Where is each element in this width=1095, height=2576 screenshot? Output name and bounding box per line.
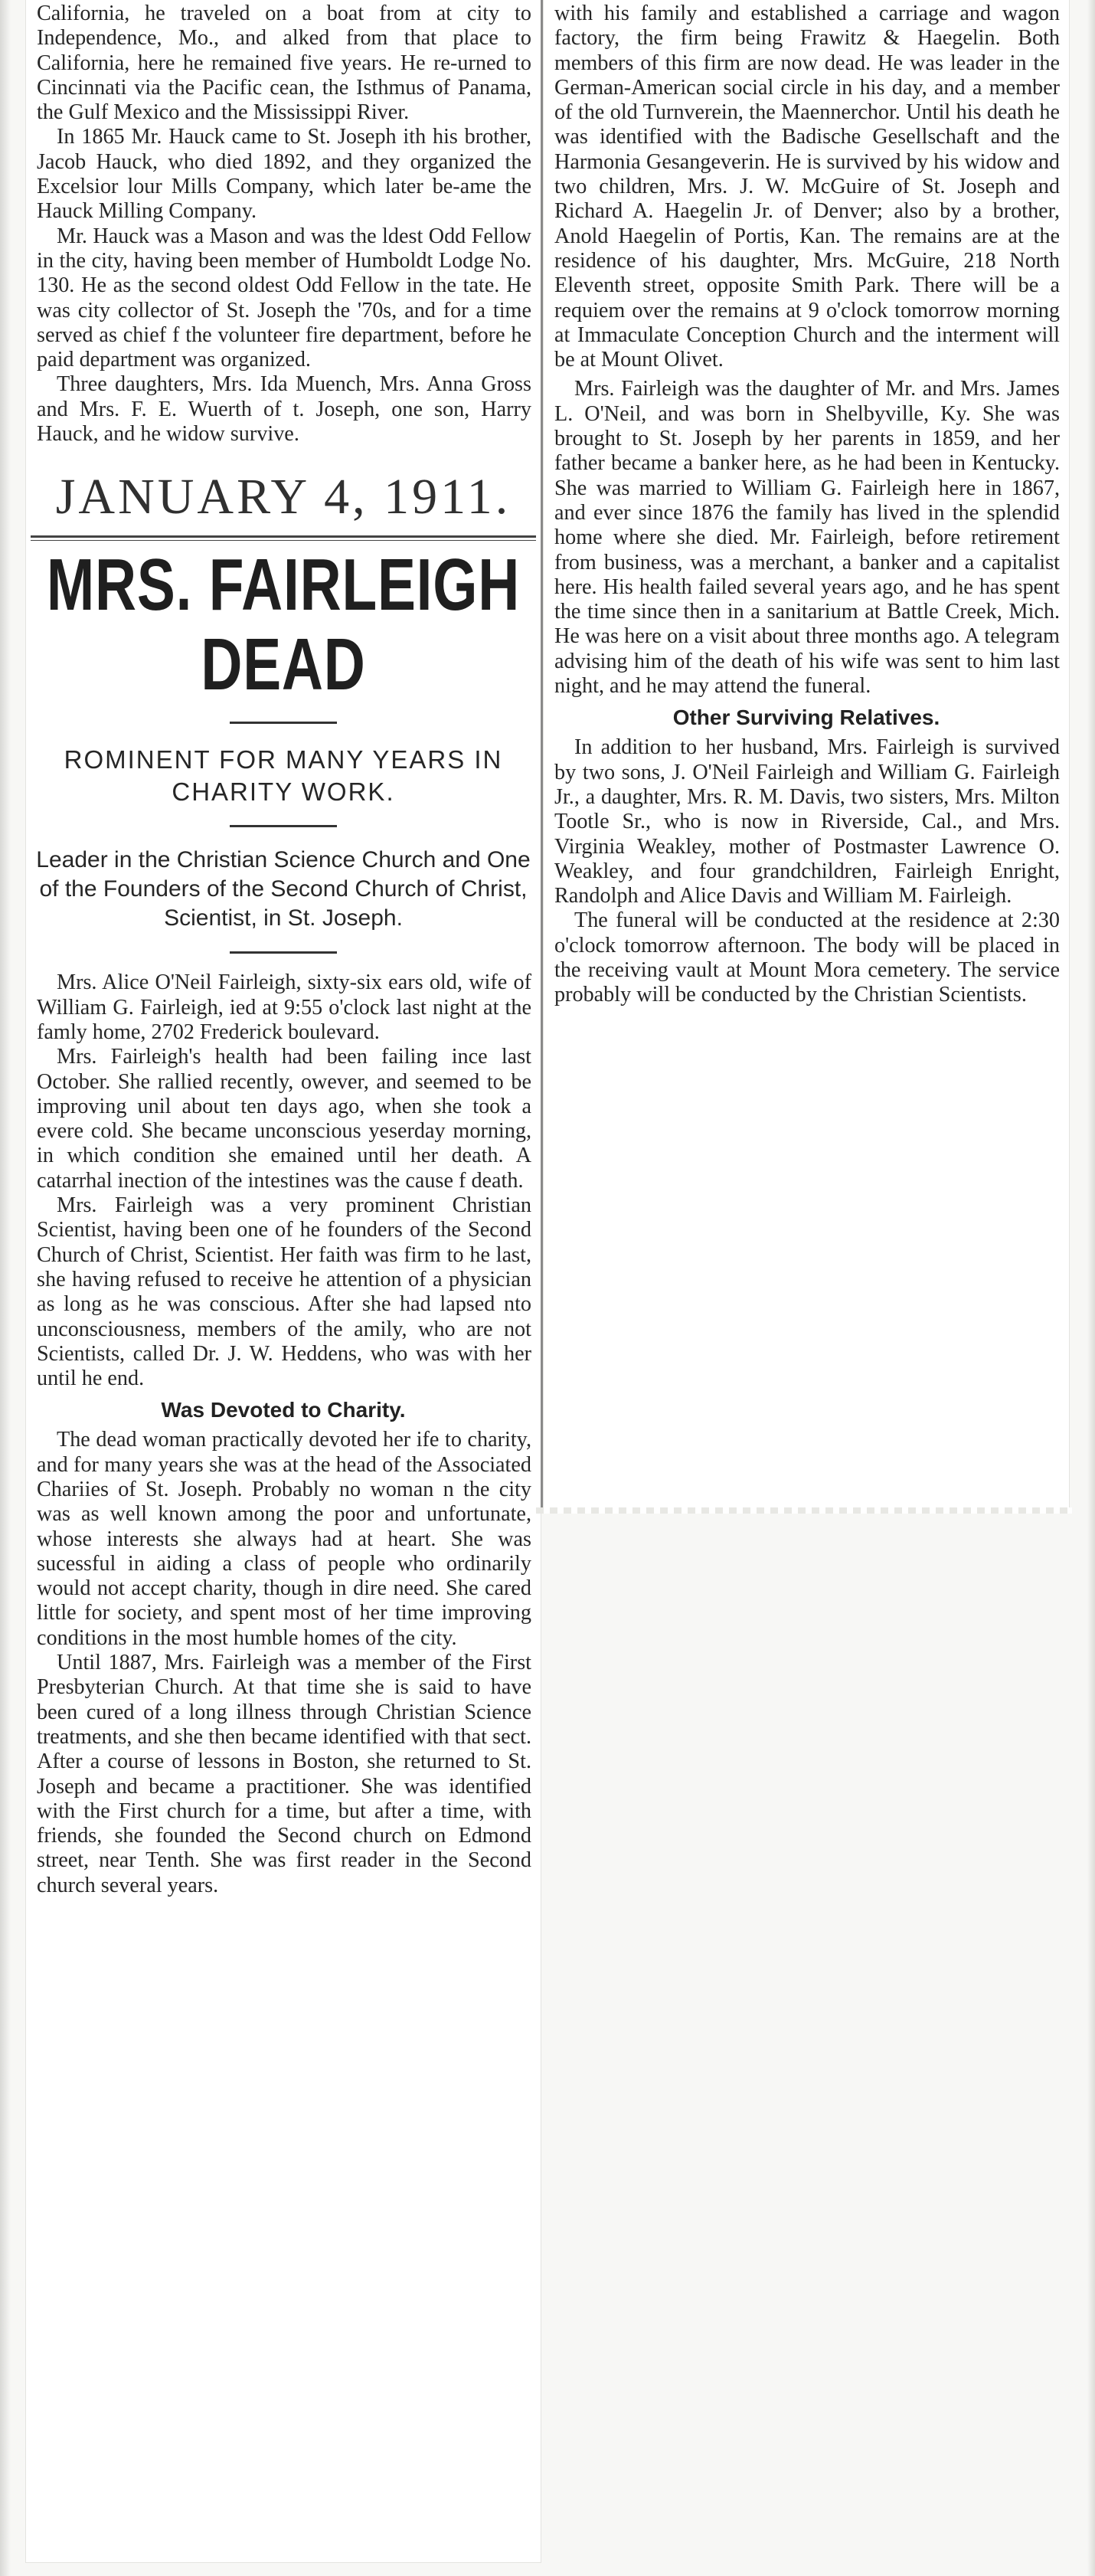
subhead-charity: Was Devoted to Charity. xyxy=(161,1398,406,1422)
paragraph: Mrs. Fairleigh's health had been failing ince last October. She rallied recently, owever, and seemed to be improving unil about ten days ago, when she took a evere cold. She became unconscious yeserday morning, in which condition she emained until her death. A catarrhal inection of the intestines was the cause f death. xyxy=(37,1045,531,1193)
paragraph: Three daughters, Mrs. Ida Muench, Mrs. Anna Gross and Mrs. F. E. Wuerth of t. Joseph, one son, Harry Hauck, and he widow survive. xyxy=(37,372,531,447)
scan-edge-right xyxy=(1087,0,1095,2576)
paragraph: California, he traveled on a boat from at city to Independence, Mo., and alked from that place to California, here he remained five years. He re-urned to Cincinnati via the Pacific cean, the Isthmus of Panama, the Gulf Mexico and the Mississippi River. xyxy=(37,2,531,125)
article-body xyxy=(26,971,541,1391)
left-clipping xyxy=(26,0,541,2562)
paragraph: Mrs. Alice O'Neil Fairleigh, sixty-six ears old, wife of William G. Fairleigh, ied at 9:55 o'clock last night at the famly home, 2702 Frederick boulevard. xyxy=(37,971,531,1044)
deck-primary: ROMINENT FOR MANY YEARS IN CHARITY WORK. xyxy=(64,745,503,807)
paragraph: The funeral will be conducted at the residence at 2:30 o'clock tomorrow afternoon. The body will be placed in the receiving vault at Mount Mora cemetery. The service probably will be conducted by the Christian Scientists. xyxy=(554,908,1060,1007)
subhead-relatives: Other Surviving Relatives. xyxy=(672,705,940,730)
date-line: JANUARY 4, 1911. xyxy=(55,469,512,525)
paragraph: The dead woman practically devoted her ife to charity, and for many years she was at the head of the Associated Chariies of St. Joseph. Probably no woman n the city was as well known among the poor and unfortunate, whose interests she always had at heart. She was sucessful in aiding a class of people who ordinarily would not accept charity, though in dire need. She cared little for society, and spent most of her time improving conditions in the most humble homes of the city. xyxy=(37,1428,531,1650)
paragraph: with his family and established a carriage and wagon factory, the firm being Frawitz & Haegelin. Both members of this firm are now dead. He was leader in the German-American social circle in his day, and a member of the old Turnverein, the Maennerchor. Until his death he was identified with the Badische Gesellschaft and the Harmonia Gesangeverin. He is survived by his widow and two children, Mrs. J. W. McGuire of St. Joseph and Richard A. Haegelin Jr. of Denver; also by a brother, Anold Haegelin of Portis, Kan. The remains are at the residence of his daughter, Mrs. McGuire, 218 North Eleventh street, opposite Smith Park. There will be a requiem over the remains at 9 o'clock tomorrow morning at Immaculate Conception Church and the interment will be at Mount Olivet. xyxy=(554,2,1060,372)
headline-rule xyxy=(230,722,337,724)
paragraph: Mrs. Fairleigh was a very prominent Christian Scientist, having been one of he founders of the Second Church of Christ, Scientist. Her faith was firm to he last, she having refused to receive he attention of a physician as long as he was conscious. After she had lapsed nto unconsciousness, members of the amily, who are not Scientists, called Dr. J. W. Heddens, who was with her until he end. xyxy=(37,1193,531,1391)
deck-end-rule xyxy=(230,951,337,954)
clipping-edge xyxy=(536,1507,1072,1514)
paragraph: Mrs. Fairleigh was the daughter of Mr. and Mrs. James L. O'Neil, and was born in Shelbyville, Ky. She was brought to St. Joseph by her parents in 1859, and her father became a banker here, as he had been in Kentucky. She was married to William G. Fairleigh here in 1867, and ever since 1876 the family has lived in the splendid home where she died. Mr. Fairleigh, before retirement from business, was a merchant, a banker and a capitalist here. His health failed several years ago, and he has spent the time since then in a sanitarium at Battle Creek, Mich. He was here on a visit about three months ago. A telegram advising him of the death of his wife was sent to him last night, and he may attend the funeral. xyxy=(554,377,1060,699)
paragraph: In 1865 Mr. Hauck came to St. Joseph ith his brother, Jacob Hauck, who died 1892, and they organized the Excelsior lour Mills Company, which later be-ame the Hauck Milling Company. xyxy=(37,125,531,224)
right-column-body-bottom xyxy=(544,735,1069,1007)
right-clipping xyxy=(544,0,1069,1509)
right-column-body xyxy=(544,0,1069,699)
date-rule xyxy=(31,535,536,541)
article-body-charity xyxy=(26,1428,541,1898)
deck-secondary: Leader in the Christian Science Church and One of the Founders of the Second Church of Christ, Scientist, in St. Joseph. xyxy=(36,847,531,931)
previous-article-continuation xyxy=(26,0,541,447)
paragraph: Mr. Hauck was a Mason and was the ldest Odd Fellow in the city, having been member of Humboldt Lodge No. 130. He as the second oldest Odd Fellow in the tate. He was city collector of St. Joseph the '70s, and for a time served as chief f the volunteer fire department, before he paid department was organized. xyxy=(37,224,531,372)
paragraph: Until 1887, Mrs. Fairleigh was a member of the First Presbyterian Church. At that time she is said to have been cured of a long illness through Christian Science treatments, and she then became identified with that sect. After a course of lessons in Boston, she returned to St. Joseph and became a practitioner. She was identified with the First church for a time, but after a time, with friends, she founded the Second church on Edmond street, near Tenth. She was first reader in the Second church several years. xyxy=(37,1651,531,1897)
scan-edge-left xyxy=(0,0,11,2576)
headline: MRS. FAIRLEIGH DEAD xyxy=(46,544,521,706)
deck-rule xyxy=(230,825,337,827)
paragraph: In addition to her husband, Mrs. Fairleigh is survived by two sons, J. O'Neil Fairleigh and William G. Fairleigh Jr., a daughter, Mrs. R. M. Davis, two sisters, Mrs. Milton Tootle Sr., who is now in Riverside, Cal., and Mrs. Virginia Weakley, mother of Postmaster Lawrence O. Weakley, and four grandchildren, Fairleigh Enright, Randolph and Alice Davis and William M. Fairleigh. xyxy=(554,735,1060,908)
